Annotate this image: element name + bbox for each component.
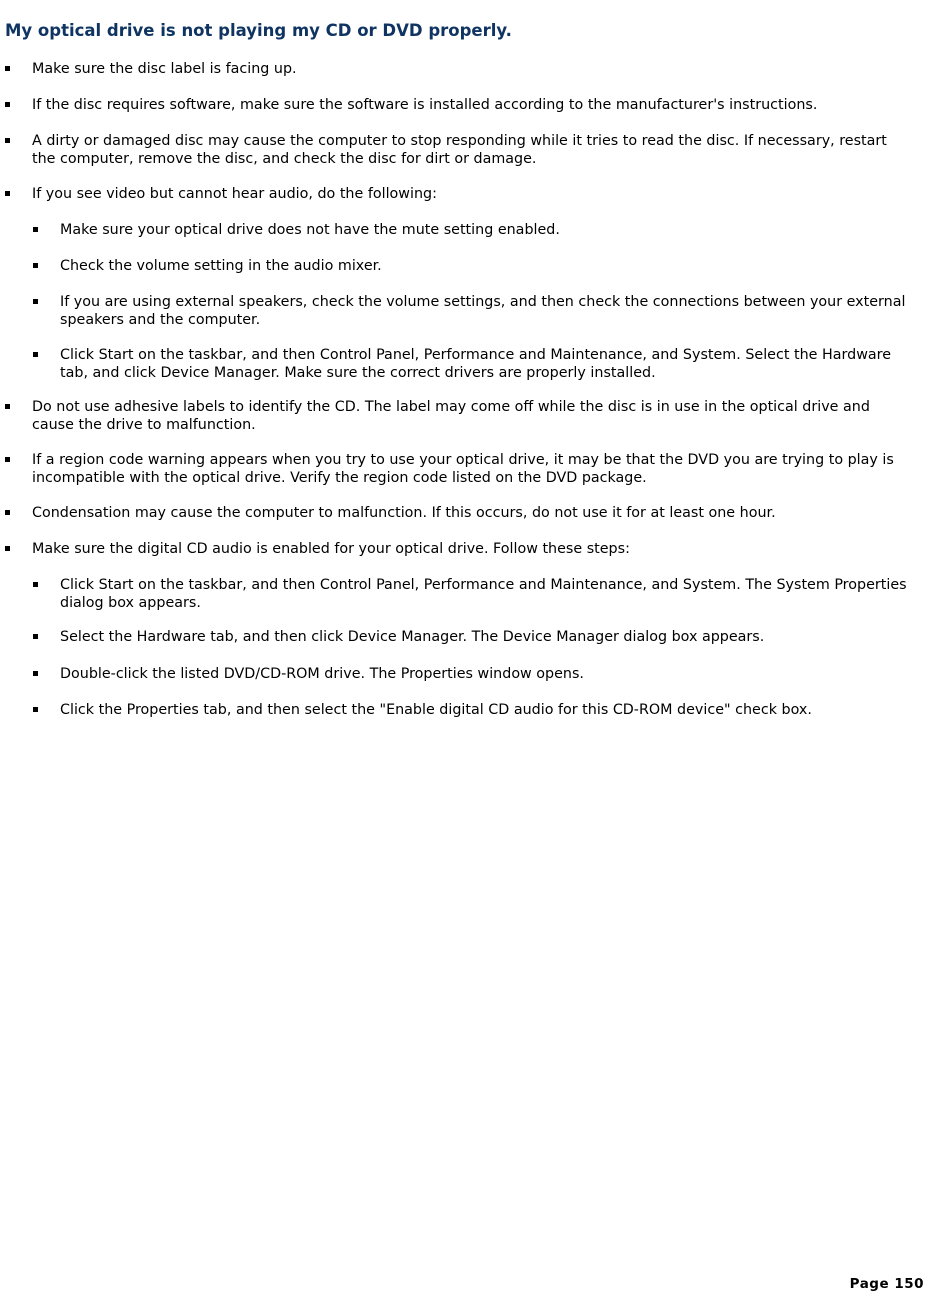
list-item (32, 540, 912, 558)
list-item-text: Check the volume setting in the audio mixer. (60, 258, 382, 274)
square-bullet-icon (5, 546, 10, 551)
list-item (32, 451, 912, 487)
list-item-text: Click Start on the taskbar, and then Control Panel, Performance and Maintenance, and System. The System Properties dialog box appears. (60, 577, 907, 611)
square-bullet-icon (33, 263, 38, 268)
square-bullet-icon (33, 671, 38, 676)
square-bullet-icon (33, 707, 38, 712)
sub-list-item (60, 293, 910, 329)
square-bullet-icon (5, 457, 10, 462)
list-item-text: Make sure the disc label is facing up. (32, 61, 297, 77)
list-item-text: Make sure the digital CD audio is enabled for your optical drive. Follow these steps: (32, 541, 630, 557)
sub-list-item (60, 701, 910, 719)
list-item-text: Condensation may cause the computer to malfunction. If this occurs, do not use it for at least one hour. (32, 505, 776, 521)
sub-list-item (60, 628, 910, 646)
sub-list-item (60, 576, 910, 612)
list-item-text: Make sure your optical drive does not have the mute setting enabled. (60, 222, 560, 238)
list-item-text: A dirty or damaged disc may cause the computer to stop responding while it tries to read the disc. If necessary, restart the computer, remove the disc, and check the disc for dirt or damage. (32, 133, 887, 167)
list-item-text: Click Start on the taskbar, and then Control Panel, Performance and Maintenance, and System. Select the Hardware tab, and click Device Manager. Make sure the correct drivers are properly installed. (60, 347, 892, 381)
page-title: My optical drive is not playing my CD or DVD properly. (5, 21, 512, 40)
list-item-text: If you see video but cannot hear audio, do the following: (32, 186, 437, 202)
sub-list-item (60, 221, 910, 239)
square-bullet-icon (33, 582, 38, 587)
sub-list-item (60, 665, 910, 683)
list-item-text: If you are using external speakers, check the volume settings, and then check the connections between your external speakers and the computer. (60, 294, 906, 328)
square-bullet-icon (33, 227, 38, 232)
square-bullet-icon (5, 510, 10, 515)
list-item-text: Do not use adhesive labels to identify the CD. The label may come off while the disc is in use in the optical drive and cause the drive to malfunction. (32, 399, 870, 433)
square-bullet-icon (33, 299, 38, 304)
list-item-text: If the disc requires software, make sure the software is installed according to the manufacturer's instructions. (32, 97, 818, 113)
square-bullet-icon (33, 634, 38, 639)
square-bullet-icon (33, 352, 38, 357)
list-item-text: Double-click the listed DVD/CD-ROM drive. The Properties window opens. (60, 666, 584, 682)
list-item (32, 60, 912, 78)
list-item (32, 504, 912, 522)
square-bullet-icon (5, 404, 10, 409)
square-bullet-icon (5, 191, 10, 196)
list-item (32, 96, 912, 114)
list-item-text: If a region code warning appears when you try to use your optical drive, it may be that the DVD you are trying to play is incompatible with the optical drive. Verify the region code listed on the DVD package. (32, 452, 894, 486)
list-item (32, 185, 912, 203)
square-bullet-icon (5, 66, 10, 71)
list-item-text: Click the Properties tab, and then select the "Enable digital CD audio for this CD-ROM device" check box. (60, 702, 812, 718)
sub-list-item (60, 346, 910, 382)
sub-list-item (60, 257, 910, 275)
list-item (32, 132, 912, 168)
square-bullet-icon (5, 138, 10, 143)
list-item-text: Select the Hardware tab, and then click Device Manager. The Device Manager dialog box appears. (60, 629, 765, 645)
square-bullet-icon (5, 102, 10, 107)
page-number: Page 150 (849, 1276, 924, 1292)
list-item (32, 398, 912, 434)
